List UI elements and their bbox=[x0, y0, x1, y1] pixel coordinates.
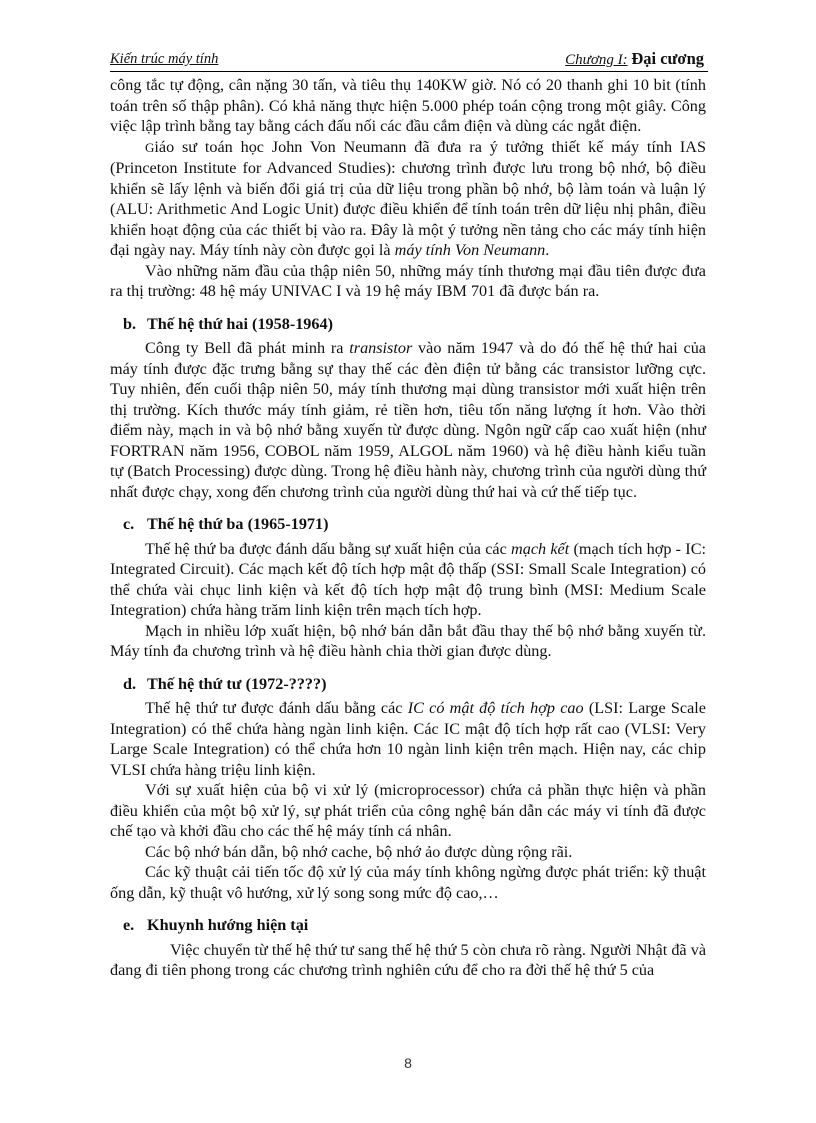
section-letter: e. bbox=[123, 916, 135, 934]
section-heading-c bbox=[110, 514, 706, 535]
paragraph-intro: công tắc tự động, cân nặng 30 tấn, và tiêu thụ 140KW giờ. Nó có 20 thanh ghi 10 bit (tính toán trên số thập phân). Có khả năng thực hiện 5.000 phép toán cộng trong một giây. Công việc lập trình bằng tay bằng cách đấu nối các đầu cắm điện và dùng các ngắt điện. bbox=[110, 76, 706, 135]
header-chapter bbox=[565, 49, 704, 69]
emphasis-text: mạch kết bbox=[511, 539, 570, 558]
section-title: Khuynh hướng hiện tại bbox=[147, 916, 309, 934]
section-title: Thế hệ thứ ba (1965-1971) bbox=[147, 515, 329, 533]
paragraph-commercial: Vào những năm đầu của thập niên 50, những máy tính thương mại đầu tiên được đưa ra thị trường: 48 hệ máy UNIVAC I và 19 hệ máy IBM 701 đã được bán ra. bbox=[110, 261, 706, 300]
paragraph-current-trend: Việc chuyển từ thế hệ thứ tư sang thế hệ thứ 5 còn chưa rõ ràng. Người Nhật đã và đang đi tiên phong trong các chương trình nghiên cứu để cho ra đời thế hệ thứ 5 của bbox=[110, 940, 706, 979]
section-letter: c. bbox=[123, 515, 135, 533]
paragraph-von-neumann bbox=[110, 137, 706, 261]
section-heading-d bbox=[110, 674, 706, 695]
header-chapter-label: Chương I: bbox=[565, 52, 628, 68]
paragraph-text: . bbox=[545, 241, 550, 259]
paragraph-text: iáo sư toán học John Von Neumann đã đưa ra ý tưởng thiết kế máy tính IAS (Princeton Institute for Advanced Studies): chương trình được lưu trong bộ nhớ, bộ điều khiển sẽ lấy lệnh và biến đổi giá trị của dữ liệu trong phần bộ nhớ, bộ làm toán và luận lý (ALU: Arithmetic And Logic Unit) được điều khiển để tính toán trên dữ liệu nhị phân, điều khiển hoạt động của các thiết bị vào ra. Đây là một ý tưởng nền tảng cho các máy tính hiện đại ngày nay. Máy tính này còn được gọi là bbox=[110, 137, 706, 259]
paragraph-third-gen-2: Mạch in nhiều lớp xuất hiện, bộ nhớ bán dẫn bắt đầu thay thế bộ nhớ bằng xuyến từ. Máy tính đa chương trình và hệ điều hành chia thời gian được dùng. bbox=[110, 621, 706, 660]
section-title: Thế hệ thứ hai (1958-1964) bbox=[147, 314, 333, 333]
paragraph-text: Thế hệ thứ tư được đánh dấu bằng các bbox=[145, 699, 408, 717]
page-number: 8 bbox=[404, 1055, 412, 1071]
paragraph-third-gen bbox=[110, 539, 706, 621]
emphasis-text: IC có mật độ tích hợp cao bbox=[407, 699, 584, 717]
section-heading-e bbox=[110, 915, 706, 936]
emphasis-text: transistor bbox=[349, 339, 413, 357]
section-letter: d. bbox=[123, 674, 137, 693]
paragraph-text: Thế hệ thứ ba được đánh dấu bằng sự xuất hiện của các bbox=[145, 539, 512, 558]
paragraph-initial: G bbox=[145, 139, 155, 155]
paragraph-second-gen bbox=[110, 338, 706, 502]
paragraph-fourth-gen-2: Với sự xuất hiện của bộ vi xử lý (microprocessor) chứa cả phần thực hiện và phần điều khiển của một bộ xử lý, sự phát triển của công nghệ bán dẫn các máy vi tính đã được chế tạo và khởi đầu cho các thế hệ máy tính cá nhân. bbox=[110, 781, 706, 840]
document-body bbox=[110, 75, 706, 981]
paragraph-text: vào năm 1947 và do đó thế hệ thứ hai của máy tính được đặc trưng bằng sự thay thế các đèn điện tử bằng các transistor lưỡng cực. Tuy nhiên, đến cuối thập niên 50, máy tính thương mại dùng transistor mới xuất hiện trên thị trường. Kích thước máy tính giảm, rẻ tiền hơn, tiêu tốn năng lượng ít hơn. Vào thời điểm này, mạch in và bộ nhớ bằng xuyến từ được dùng. Ngôn ngữ cấp cao xuất hiện (như FORTRAN năm 1956, COBOL năm 1959, ALGOL năm 1960) và hệ điều hành kiểu tuần tự (Batch Processing) được dùng. Trong hệ điều hành này, chương trình của người dùng thứ nhất được chạy, xong đến chương trình của người dùng thứ hai và cứ thế tiếp tục. bbox=[110, 339, 706, 501]
paragraph-fourth-gen-3: Các bộ nhớ bán dẫn, bộ nhớ cache, bộ nhớ ảo được dùng rộng rãi. bbox=[145, 842, 573, 861]
section-title: Thế hệ thứ tư (1972-????) bbox=[147, 674, 327, 693]
header-book-title: Kiến trúc máy tính bbox=[110, 51, 219, 67]
paragraph-fourth-gen-4: Các kỹ thuật cải tiến tốc độ xử lý của máy tính không ngừng được phát triển: kỹ thuật ống dẫn, kỹ thuật vô hướng, xử lý song song mức độ cao,… bbox=[110, 863, 706, 902]
emphasis-text: máy tính Von Neumann bbox=[394, 241, 546, 259]
section-letter: b. bbox=[123, 314, 137, 333]
page-header bbox=[110, 49, 708, 72]
paragraph-text: (LSI: Large Scale Integration) có thể chứa hàng ngàn linh kiện. Các IC mật độ tích hợp rất cao (VLSI: Very Large Scale Integration) có thể chứa hơn 10 ngàn linh kiện trên mạch. Hiện nay, các chip VLSI chứa hàng triệu linh kiện. bbox=[110, 699, 706, 779]
paragraph-text: (mạch tích hợp - IC: Integrated Circuit). Các mạch kết độ tích hợp mật độ thấp (SSI: Small Scale Integration) có thể chứa vài chục linh kiện và kết độ tích hợp mật độ trung bình (MSI: Medium Scale Integration) chứa hàng trăm linh kiện trên mạch tích hợp. bbox=[110, 539, 706, 619]
paragraph-fourth-gen bbox=[110, 698, 706, 780]
section-heading-b bbox=[110, 314, 706, 335]
paragraph-text: Công ty Bell đã phát minh ra bbox=[145, 339, 350, 357]
header-chapter-title: Đại cương bbox=[631, 49, 704, 68]
